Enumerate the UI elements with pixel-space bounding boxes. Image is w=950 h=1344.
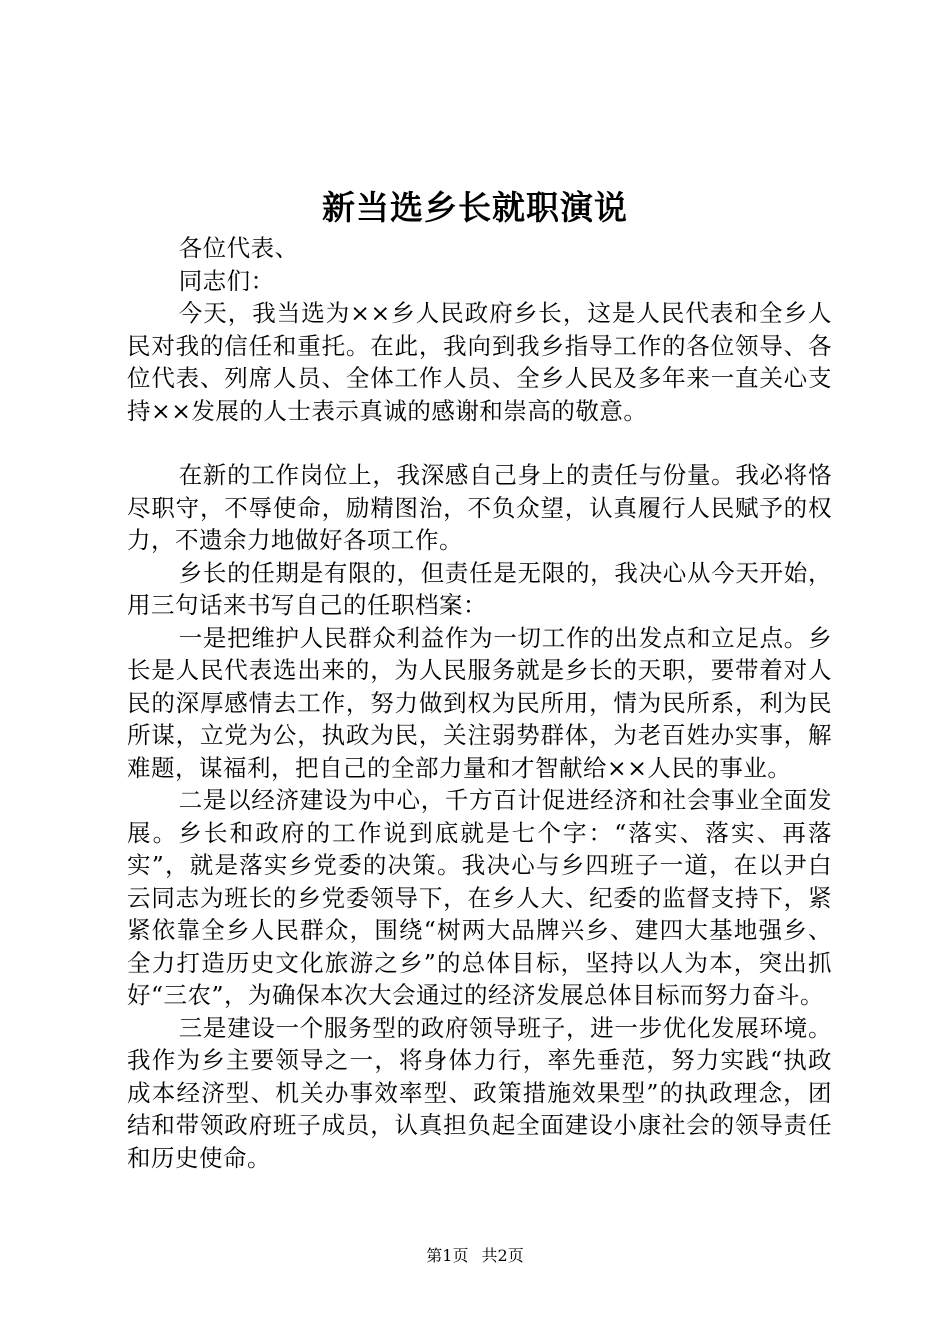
salutation-line-1: 各位代表、 [178, 234, 299, 262]
page-number: 第1页 [426, 1246, 469, 1265]
paragraph-term: 乡长的任期是有限的，但责任是无限的，我决心从今天开始，用三句话来书写自己的任职档案： [127, 558, 832, 619]
page-footer [0, 1244, 950, 1268]
paragraph-point-one: 一是把维护人民群众利益作为一切工作的出发点和立足点。乡长是人民代表选出来的，为人民服务就是乡长的天职，要带着对人民的深厚感情去工作，努力做到权为民所用，情为民所系，利为民所谋，立党为公，执政为民，关注弱势群体，为老百姓办实事，解难题，谋福利，把自己的全部力量和才智献给××人民的事业。 [127, 623, 832, 782]
document-body [127, 232, 832, 1174]
paragraph-point-two: 二是以经济建设为中心，千方百计促进经济和社会事业全面发展。乡长和政府的工作说到底就是七个字：“落实、落实、再落实”，就是落实乡党委的决策。我决心与乡四班子一道，在以尹白云同志为班长的乡党委领导下，在乡人大、纪委的监督支持下，紧紧依靠全乡人民群众，围绕“树两大品牌兴乡、建四大基地强乡、全力打造历史文化旅游之乡”的总体目标，坚持以人为本，突出抓好“三农”，为确保本次大会通过的经济发展总体目标而努力奋斗。 [127, 786, 832, 1009]
page-total: 共2页 [481, 1246, 524, 1265]
paragraph-responsibility: 在新的工作岗位上，我深感自己身上的责任与份量。我必将恪尽职守，不辱使命，励精图治，不负众望，认真履行人民赋予的权力，不遗余力地做好各项工作。 [127, 461, 832, 554]
paragraph-point-three: 三是建设一个服务型的政府领导班子，进一步优化发展环境。我作为乡主要领导之一，将身体力行，率先垂范，努力实践“执政成本经济型、机关办事效率型、政策措施效果型”的执政理念，团结和带领政府班子成员，认真担负起全面建设小康社会的领导责任和历史使命。 [127, 1013, 832, 1172]
salutation-line-2: 同志们： [178, 266, 275, 295]
document-title: 新当选乡长就职演说 [322, 188, 628, 227]
paragraph-gratitude: 今天，我当选为××乡人民政府乡长，这是人民代表和全乡人民对我的信任和重托。在此，我向到我乡指导工作的各位领导、各位代表、列席人员、全体工作人员、全乡人民及多年来一直关心支持××发展的人士表示真诚的感谢和崇高的敬意。 [127, 299, 832, 425]
